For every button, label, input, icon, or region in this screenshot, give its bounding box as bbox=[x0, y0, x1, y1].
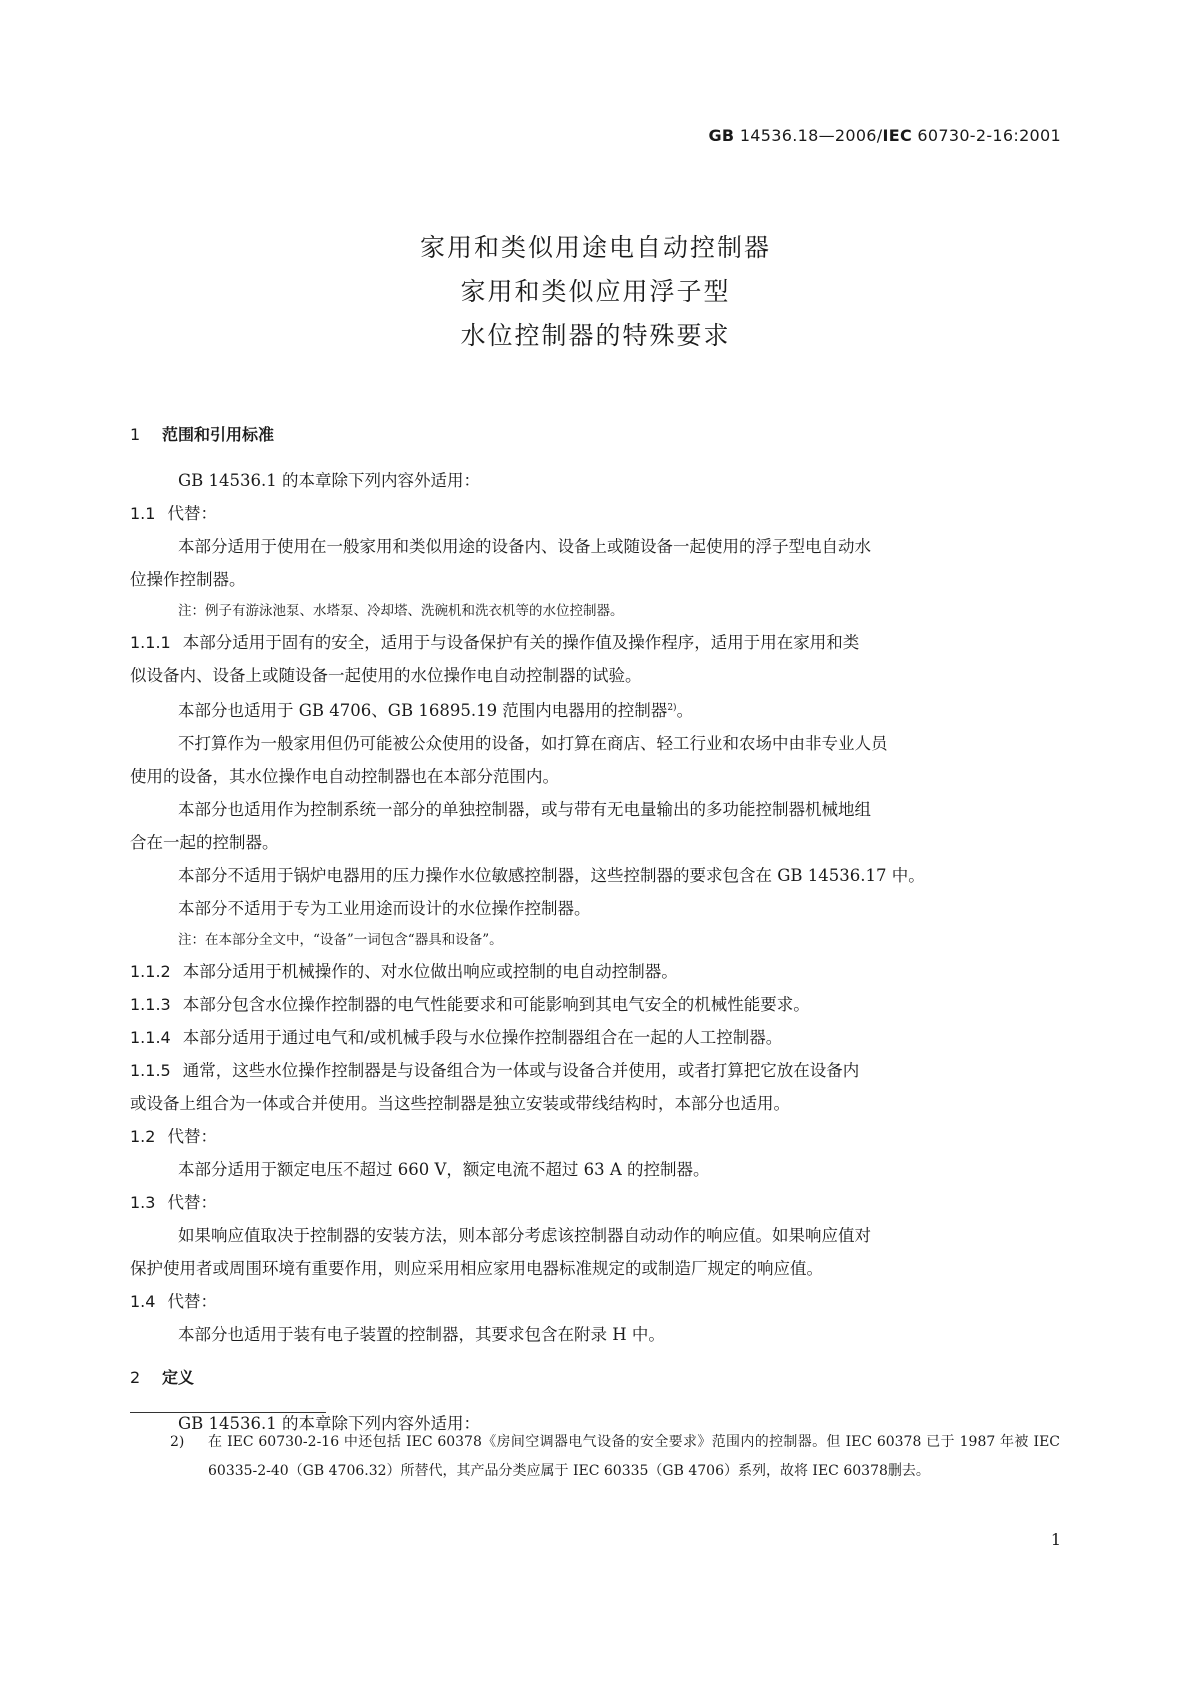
document-title bbox=[0, 226, 1191, 358]
para-industrial: 本部分不适用于专为工业用途而设计的水位操作控制器。 bbox=[178, 899, 591, 918]
clause-1-1 bbox=[130, 497, 1060, 530]
clause-label: 代替： bbox=[167, 504, 217, 523]
std-iec-number: 60730-2-16:2001 bbox=[912, 126, 1061, 145]
std-number: 14536.18—2006/ bbox=[734, 126, 883, 145]
para-1-1-b: 位操作控制器。 bbox=[130, 570, 246, 589]
para-also-text: 本部分也适用于 GB 4706、GB 16895.19 范围内电器用的控制器 bbox=[178, 701, 668, 720]
clause-1-1-2 bbox=[130, 955, 1060, 988]
section-2-intro: GB 14536.1 的本章除下列内容外适用： bbox=[178, 1414, 481, 1433]
clause-number: 1.1 bbox=[130, 504, 156, 523]
clause-label: 代替： bbox=[167, 1193, 217, 1212]
clause-number: 1.1.1 bbox=[130, 633, 171, 652]
para-1-1-1-b: 似设备内、设备上或随设备一起使用的水位操作电自动控制器的试验。 bbox=[130, 666, 642, 685]
clause-1-2 bbox=[130, 1120, 1060, 1153]
para-1-1-4: 本部分适用于通过电气和/或机械手段与水位操作控制器组合在一起的人工控制器。 bbox=[182, 1028, 783, 1047]
para-1-3-a: 如果响应值取决于控制器的安装方法，则本部分考虑该控制器自动动作的响应值。如果响应值对 bbox=[178, 1226, 871, 1245]
footnote-divider bbox=[130, 1412, 326, 1413]
clause-number: 1.3 bbox=[130, 1193, 156, 1212]
note-2: 注：在本部分全文中，“设备”一词包含“器具和设备”。 bbox=[178, 932, 503, 948]
para-public-a: 不打算作为一般家用但仍可能被公众使用的设备，如打算在商店、轻工行业和农场中由非专业人员 bbox=[178, 734, 888, 753]
std-gb: GB bbox=[708, 126, 735, 145]
clause-number: 1.1.5 bbox=[130, 1061, 171, 1080]
std-iec: IEC bbox=[882, 126, 913, 145]
para-1-3-b: 保护使用者或周围环境有重要作用，则应采用相应家用电器标准规定的或制造厂规定的响应值。 bbox=[130, 1259, 823, 1278]
para-1-1-5-b: 或设备上组合为一体或合并使用。当这些控制器是独立安装或带线结构时，本部分也适用。 bbox=[130, 1094, 790, 1113]
para-1-2: 本部分适用于额定电压不超过 660 V，额定电流不超过 63 A 的控制器。 bbox=[178, 1160, 710, 1179]
section-2-title: 定义 bbox=[162, 1368, 195, 1387]
page-number: 1 bbox=[1050, 1530, 1061, 1549]
clause-1-1-1 bbox=[130, 626, 1060, 659]
clause-1-1-5 bbox=[130, 1054, 1060, 1087]
section-1-intro: GB 14536.1 的本章除下列内容外适用： bbox=[178, 471, 481, 490]
para-system-a: 本部分也适用作为控制系统一部分的单独控制器，或与带有无电量输出的多功能控制器机械地组 bbox=[178, 800, 871, 819]
title-line-2: 家用和类似应用浮子型 bbox=[460, 277, 731, 306]
clause-1-1-4 bbox=[130, 1021, 1060, 1054]
title-line-1: 家用和类似用途电自动控制器 bbox=[419, 233, 771, 262]
para-also-end: 。 bbox=[676, 701, 694, 720]
para-1-1-a: 本部分适用于使用在一般家用和类似用途的设备内、设备上或随设备一起使用的浮子型电自动水 bbox=[178, 537, 871, 556]
footnote-mark: 2) bbox=[170, 1434, 185, 1450]
clause-1-4 bbox=[130, 1285, 1060, 1318]
standard-code bbox=[709, 126, 1062, 145]
section-1-title: 范围和引用标准 bbox=[162, 425, 275, 444]
section-1-number: 1 bbox=[130, 425, 141, 444]
footnote-ref: 2) bbox=[667, 703, 677, 713]
footnote-text: 在 IEC 60730-2-16 中还包括 IEC 60378《房间空调器电气设备的安全要求》范围内的控制器。但 IEC 60378 已于 1987 年被 IEC 60335-2-40（GB 4706.32）所替代，其产品分类应属于 IEC 60335（GB 4706）系列，故将 IEC 60378删去。 bbox=[208, 1434, 1060, 1479]
para-system-b: 合在一起的控制器。 bbox=[130, 833, 279, 852]
para-also-applies bbox=[130, 692, 1060, 727]
section-1-heading bbox=[130, 416, 1060, 454]
document-body bbox=[130, 416, 1060, 1440]
clause-number: 1.1.3 bbox=[130, 995, 171, 1014]
para-public-b: 使用的设备，其水位操作电自动控制器也在本部分范围内。 bbox=[130, 767, 559, 786]
para-1-1-1-a: 本部分适用于固有的安全，适用于与设备保护有关的操作值及操作程序，适用于用在家用和类 bbox=[182, 633, 860, 652]
para-1-1-2: 本部分适用于机械操作的、对水位做出响应或控制的电自动控制器。 bbox=[182, 962, 678, 981]
section-2-heading bbox=[130, 1359, 1060, 1397]
clause-1-1-3 bbox=[130, 988, 1060, 1021]
para-1-1-5-a: 通常，这些水位操作控制器是与设备组合为一体或与设备合并使用，或者打算把它放在设备内 bbox=[182, 1061, 860, 1080]
title-line-3: 水位控制器的特殊要求 bbox=[460, 321, 731, 350]
para-boiler: 本部分不适用于锅炉电器用的压力操作水位敏感控制器，这些控制器的要求包含在 GB 14536.17 中。 bbox=[178, 866, 925, 885]
para-1-1-3: 本部分包含水位操作控制器的电气性能要求和可能影响到其电气安全的机械性能要求。 bbox=[182, 995, 810, 1014]
clause-label: 代替： bbox=[167, 1292, 217, 1311]
section-2-number: 2 bbox=[130, 1368, 141, 1387]
clause-1-3 bbox=[130, 1186, 1060, 1219]
clause-number: 1.2 bbox=[130, 1127, 156, 1146]
clause-number: 1.1.2 bbox=[130, 962, 171, 981]
clause-label: 代替： bbox=[167, 1127, 217, 1146]
para-1-4: 本部分也适用于装有电子装置的控制器，其要求包含在附录 H 中。 bbox=[178, 1325, 665, 1344]
clause-number: 1.4 bbox=[130, 1292, 156, 1311]
footnote bbox=[130, 1428, 1060, 1486]
note-1: 注：例子有游泳池泵、水塔泵、冷却塔、洗碗机和洗衣机等的水位控制器。 bbox=[178, 603, 624, 619]
clause-number: 1.1.4 bbox=[130, 1028, 171, 1047]
